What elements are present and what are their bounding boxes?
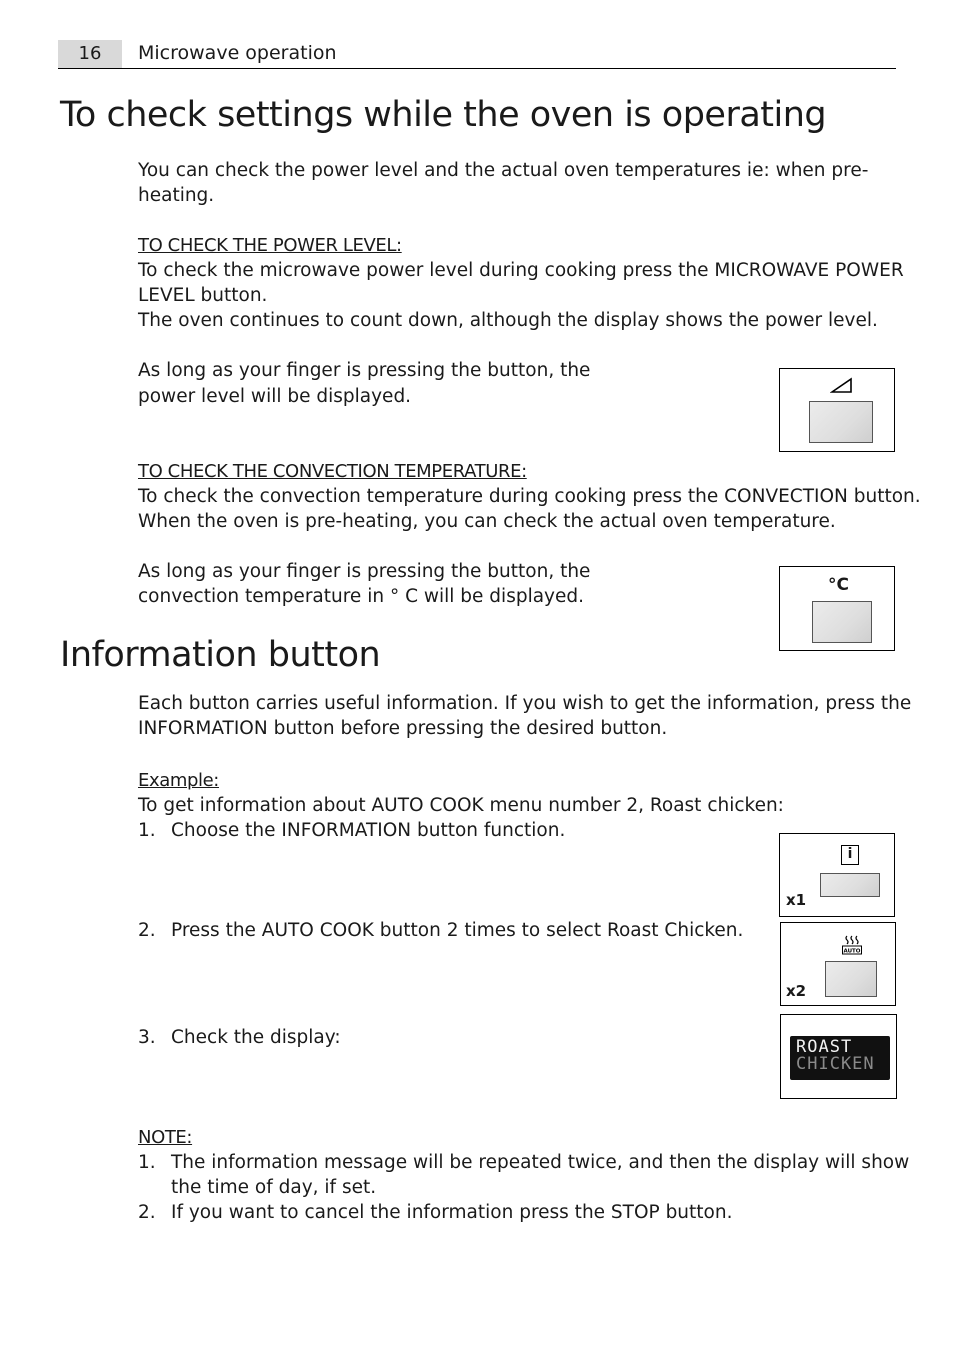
press-count-x2: x2 bbox=[786, 982, 807, 1000]
display-line-2: CHICKEN bbox=[796, 1054, 875, 1074]
information-panel bbox=[779, 833, 895, 917]
note-1-text-1: The information message will be repeated twice, and then the display will show bbox=[171, 1152, 910, 1173]
convection-heading: TO CHECK THE CONVECTION TEMPERATURE: bbox=[138, 461, 527, 482]
header-rule bbox=[58, 68, 896, 69]
step-2-number: 2. bbox=[138, 920, 156, 941]
info-icon: i bbox=[841, 845, 859, 865]
power-level-panel bbox=[779, 368, 895, 452]
celsius-symbol: °C bbox=[828, 575, 849, 595]
step-1-text: Choose the INFORMATION button function. bbox=[171, 820, 566, 841]
convection-button[interactable] bbox=[812, 601, 872, 643]
press-count-x1: x1 bbox=[786, 891, 807, 909]
microwave-power-level-button[interactable] bbox=[809, 401, 873, 443]
svg-text:AUTO: AUTO bbox=[843, 948, 861, 955]
auto-cook-icon bbox=[841, 934, 863, 956]
display-panel bbox=[780, 1014, 897, 1099]
power-level-icon bbox=[830, 377, 854, 395]
page-number: 16 bbox=[58, 40, 122, 68]
power-text-3: The oven continues to count down, although the display shows the power level. bbox=[138, 310, 878, 331]
example-lead: To get information about AUTO COOK menu number 2, Roast chicken: bbox=[138, 795, 784, 816]
note-1-number: 1. bbox=[138, 1152, 156, 1173]
intro-line-2: heating. bbox=[138, 185, 215, 206]
oven-display bbox=[790, 1036, 890, 1080]
step-2-text: Press the AUTO COOK button 2 times to select Roast Chicken. bbox=[171, 920, 744, 941]
note-1-text-2: the time of day, if set. bbox=[171, 1177, 377, 1198]
page-heading-check-settings: To check settings while the oven is operating bbox=[60, 95, 827, 135]
info-intro-line-2: INFORMATION button before pressing the desired button. bbox=[138, 718, 668, 739]
convection-hold-text-1: As long as your finger is pressing the button, the bbox=[138, 561, 591, 582]
note-heading: NOTE: bbox=[138, 1127, 193, 1148]
step-3-number: 3. bbox=[138, 1027, 156, 1048]
power-hold-text-1: As long as your finger is pressing the button, the bbox=[138, 360, 591, 381]
note-2-number: 2. bbox=[138, 1202, 156, 1223]
auto-cook-button[interactable] bbox=[825, 961, 877, 997]
power-hold-text-2: power level will be displayed. bbox=[138, 386, 412, 407]
example-heading: Example: bbox=[138, 770, 219, 791]
convection-hold-text-2: convection temperature in ° C will be displayed. bbox=[138, 586, 585, 607]
power-text-1: To check the microwave power level during cooking press the MICROWAVE POWER bbox=[138, 260, 904, 281]
page-heading-information-button: Information button bbox=[60, 635, 381, 675]
power-level-heading: TO CHECK THE POWER LEVEL: bbox=[138, 235, 402, 256]
section-title: Microwave operation bbox=[138, 42, 337, 64]
information-button[interactable] bbox=[820, 873, 880, 897]
step-3-text: Check the display: bbox=[171, 1027, 341, 1048]
convection-text-1: To check the convection temperature during cooking press the CONVECTION button. bbox=[138, 486, 921, 507]
auto-cook-panel bbox=[780, 922, 896, 1006]
convection-text-2: When the oven is pre-heating, you can check the actual oven temperature. bbox=[138, 511, 836, 532]
convection-panel bbox=[779, 566, 895, 651]
power-text-2: LEVEL button. bbox=[138, 285, 268, 306]
intro-line-1: You can check the power level and the actual oven temperatures ie: when pre- bbox=[138, 160, 869, 181]
info-intro-line-1: Each button carries useful information. If you wish to get the information, press the bbox=[138, 693, 912, 714]
note-2-text: If you want to cancel the information press the STOP button. bbox=[171, 1202, 733, 1223]
display-line-1: ROAST bbox=[796, 1037, 853, 1057]
step-1-number: 1. bbox=[138, 820, 156, 841]
